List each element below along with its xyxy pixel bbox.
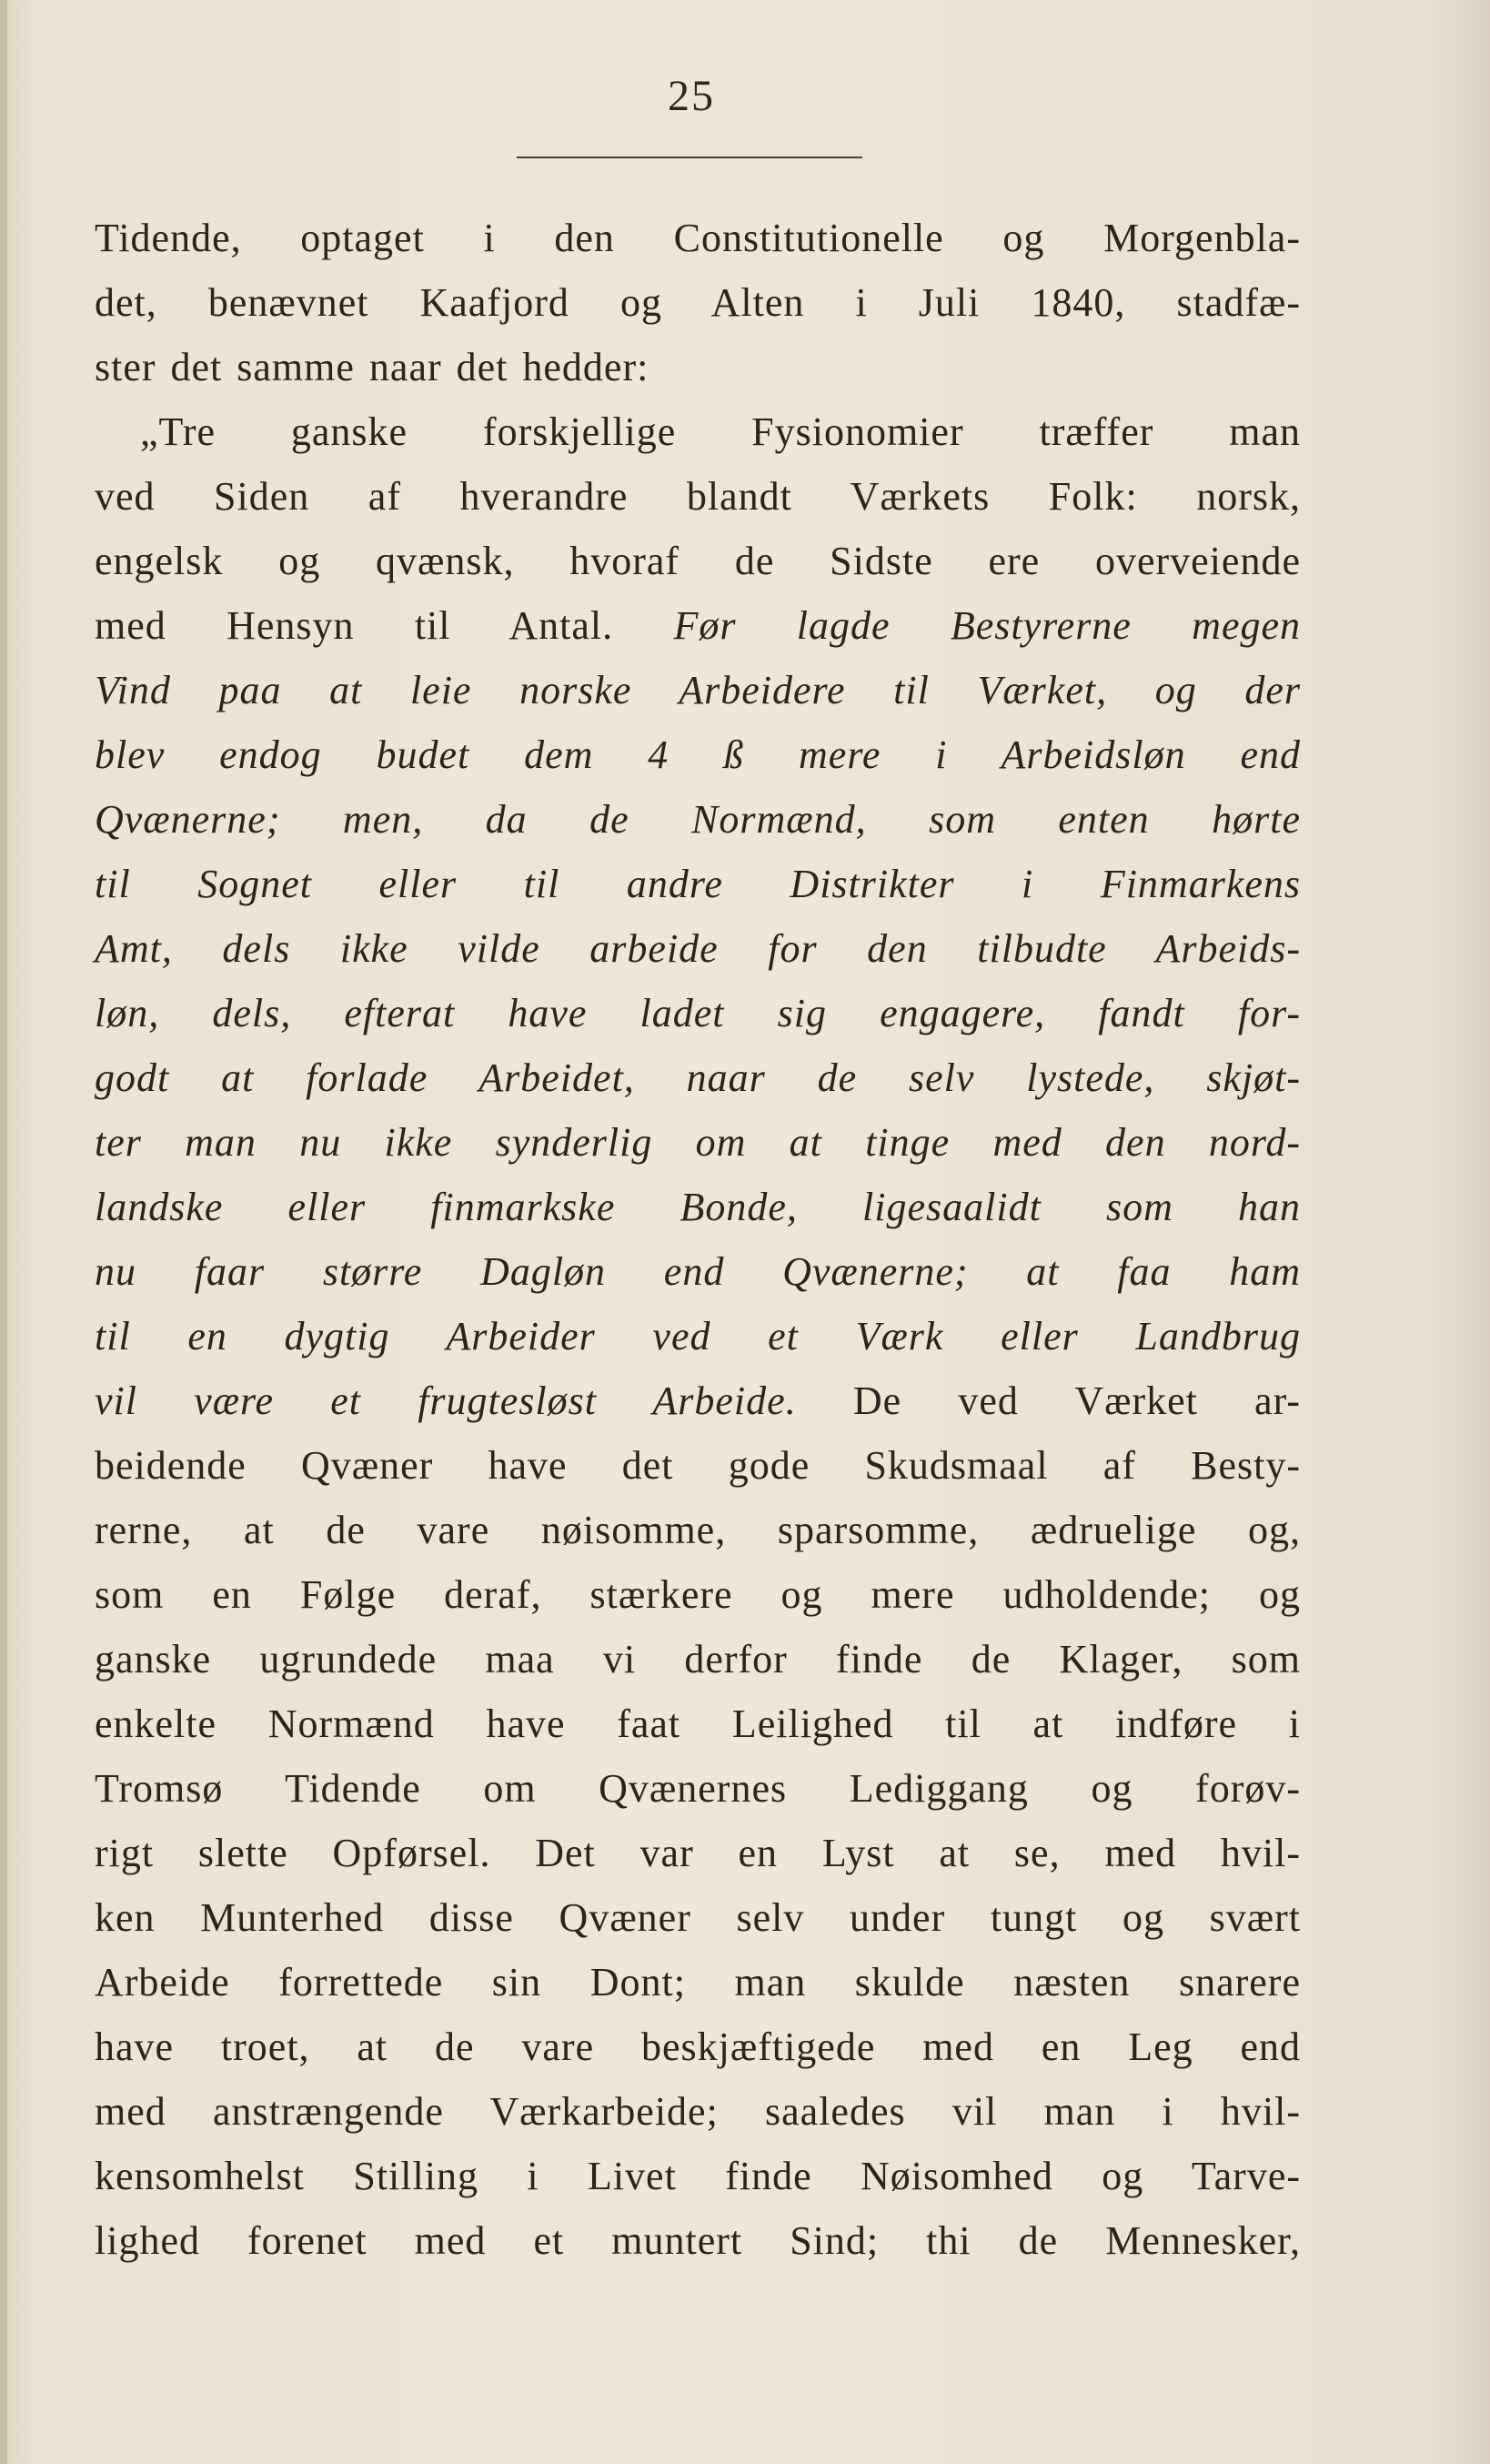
text-line: Vind paa at leie norske Arbeidere til Værket, og der [95,668,1301,712]
text-line: „Tre ganske forskjellige Fysionomier træffer man [140,409,1301,454]
text-segment-italic: Før lagde Bestyrerne megen [673,603,1301,648]
text-line: med anstrængende Værkarbeide; saaledes vil man i hvil- [95,2089,1301,2134]
text-line: beidende Qvæner have det gode Skudsmaal af Besty- [95,1443,1301,1488]
text-line: rerne, at de vare nøisomme, sparsomme, ædruelige og, [95,1508,1301,1552]
text-line: Tidende, optaget i den Constitutionelle og Morgenbla- [95,216,1301,260]
text-segment-italic: vil være et frugtesløst Arbeide. [95,1378,797,1423]
text-line: kensomhelst Stilling i Livet finde Nøisomhed og Tarve- [95,2154,1301,2198]
text-line: løn, dels, efterat have ladet sig engagere, fandt for- [95,991,1301,1035]
page-edge-shadow [0,0,7,2464]
text-line [95,593,1301,658]
text-line: have troet, at de vare beskjæftigede med en Leg end [95,2025,1301,2069]
body-text [95,206,1301,2273]
text-line: det, benævnet Kaafjord og Alten i Juli 1840, stadfæ- [95,280,1301,325]
text-line: ster det samme naar det hedder: [95,345,649,389]
text-line: til Sognet eller til andre Distrikter i Finmarkens [95,862,1301,906]
text-line: ter man nu ikke synderlig om at tinge med den nord- [95,1120,1301,1165]
text-segment-roman: De ved Værket ar- [852,1378,1301,1423]
text-line: lighed forenet med et muntert Sind; thi de Mennesker, [95,2218,1301,2263]
text-line: som en Følge deraf, stærkere og mere udholdende; og [95,1572,1301,1617]
text-line: ken Munterhed disse Qvæner selv under tungt og svært [95,1895,1301,1940]
text-line: Tromsø Tidende om Qvænernes Lediggang og forøv- [95,1766,1301,1811]
text-line [95,1368,1301,1433]
text-line: til en dygtig Arbeider ved et Værk eller Landbrug [95,1314,1301,1358]
text-line: ved Siden af hverandre blandt Værkets Folk: norsk, [95,474,1301,519]
text-line: landske eller finmarkske Bonde, ligesaalidt som han [95,1185,1301,1229]
text-line: nu faar større Dagløn end Qvænerne; at faa ham [95,1249,1301,1294]
text-line: ganske ugrundede maa vi derfor finde de Klager, som [95,1637,1301,1681]
header-rule [517,157,862,158]
page-number: 25 [668,72,715,120]
text-line: engelsk og qvænsk, hvoraf de Sidste ere overveiende [95,539,1301,583]
text-line: rigt slette Opførsel. Det var en Lyst at se, med hvil- [95,1831,1301,1875]
text-line: godt at forlade Arbeidet, naar de selv lystede, skjøt- [95,1055,1301,1100]
text-line: Qvænerne; men, da de Normænd, som enten hørte [95,797,1301,842]
text-line: enkelte Normænd have faat Leilighed til at indføre i [95,1702,1301,1746]
text-line: blev endog budet dem 4 ß mere i Arbeidsløn end [95,732,1301,777]
text-line: Amt, dels ikke vilde arbeide for den tilbudte Arbeids- [95,926,1301,971]
text-segment-roman: med Hensyn til Antal. [95,603,614,648]
text-line: Arbeide forrettede sin Dont; man skulde næsten snarere [95,1960,1301,2005]
